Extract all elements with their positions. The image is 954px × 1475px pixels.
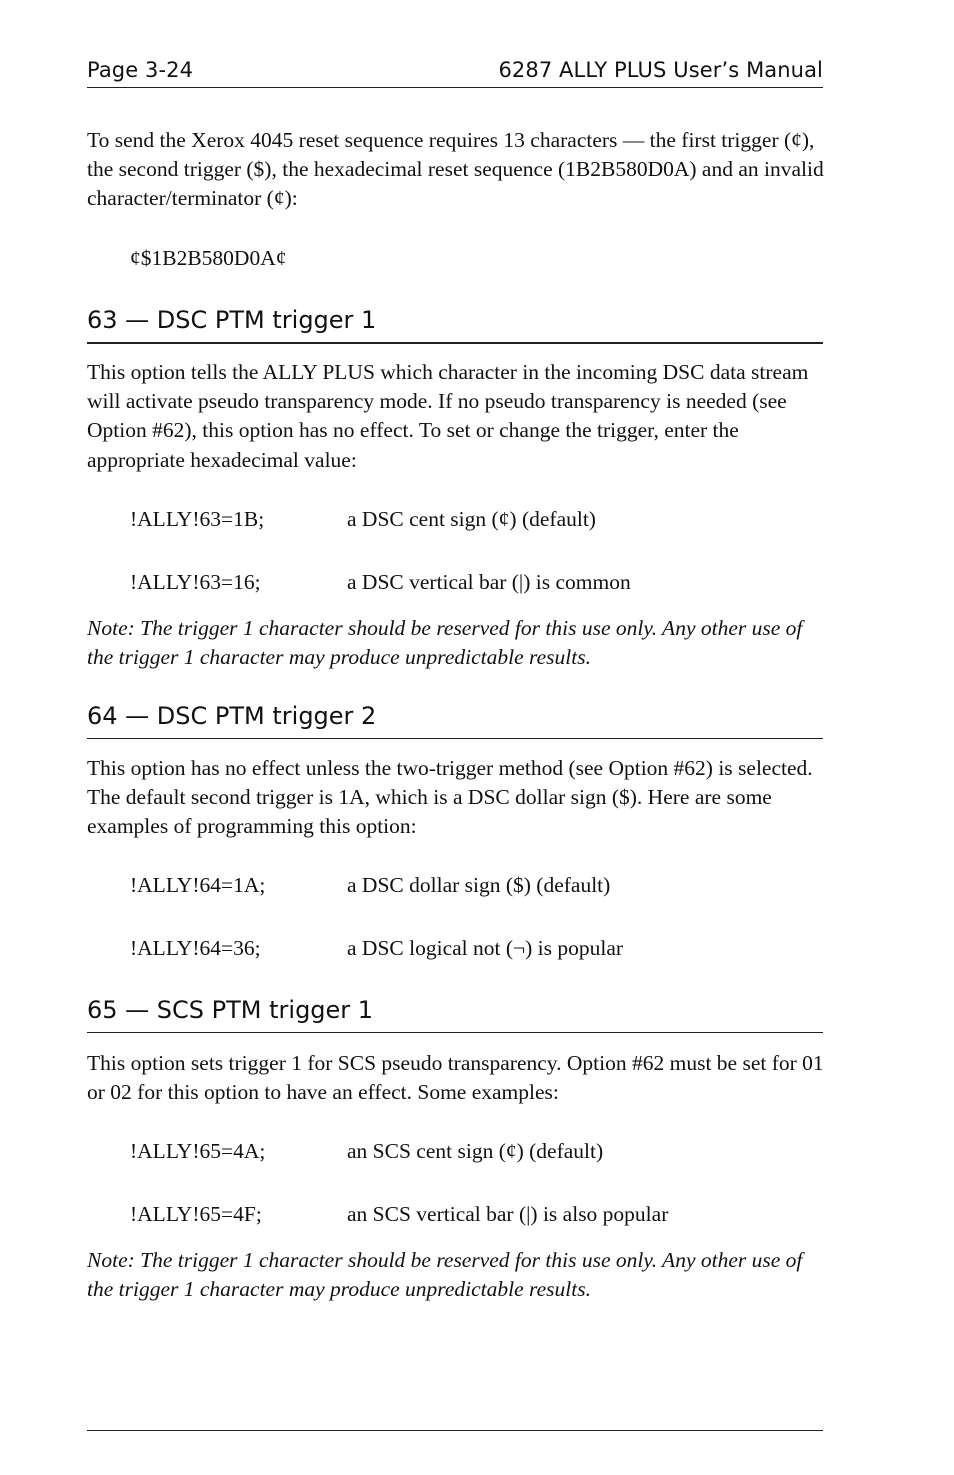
example-description: a DSC cent sign (¢) (default) [347, 507, 596, 531]
section-heading-64-text: 64 — DSC PTM trigger 2 [87, 702, 377, 730]
section-65-paragraph: This option sets trigger 1 for SCS pseudo transparency. Option #62 must be set for 01 or 02 for this option to have an effect. Some examples: [87, 1051, 824, 1105]
intro-paragraph: To send the Xerox 4045 reset sequence requires 13 characters — the first trigger (¢), the second trigger ($), the hexadecimal reset sequence (1B2B580D0A) and an invalid character/terminator (¢): [87, 128, 824, 211]
manual-title: 6287 ALLY PLUS User’s Manual [498, 58, 823, 82]
section-63-note: Note: The trigger 1 character should be reserved for this use only. Any other use of the trigger 1 character may produce unpredictable results. [87, 616, 803, 669]
section-heading-64 [87, 702, 823, 739]
example-command: !ALLY!63=1B; [130, 507, 265, 531]
section-heading-65-text: 65 — SCS PTM trigger 1 [87, 996, 374, 1024]
example-command: !ALLY!65=4A; [130, 1139, 266, 1163]
section-65-note: Note: The trigger 1 character should be reserved for this use only. Any other use of the trigger 1 character may produce unpredictable results. [87, 1248, 803, 1301]
example-description: a DSC logical not (¬) is popular [347, 936, 624, 960]
example-description: a DSC dollar sign ($) (default) [347, 873, 611, 897]
example-command: !ALLY!63=16; [130, 570, 261, 594]
example-description: an SCS cent sign (¢) (default) [347, 1139, 604, 1163]
footer-divider [87, 1430, 823, 1431]
section-63-paragraph: This option tells the ALLY PLUS which character in the incoming DSC data stream will activate pseudo transparency mode. If no pseudo transparency is needed (see Option #62), this option has no effect. To set or change the trigger, enter the appropriate hexadecimal value: [87, 360, 809, 472]
page-header [87, 56, 823, 88]
section-64-paragraph: This option has no effect unless the two-trigger method (see Option #62) is selected. The default second trigger is 1A, which is a DSC dollar sign ($). Here are some examples of programming this option: [87, 756, 813, 839]
section-heading-65 [87, 996, 823, 1033]
section-heading-63-text: 63 — DSC PTM trigger 1 [87, 306, 377, 334]
page-number: Page 3-24 [87, 58, 194, 82]
example-description: a DSC vertical bar (|) is common [347, 570, 631, 594]
reset-sequence-example: ¢$1B2B580D0A¢ [130, 246, 287, 270]
example-description: an SCS vertical bar (|) is also popular [347, 1202, 669, 1226]
example-command: !ALLY!64=36; [130, 936, 261, 960]
example-command: !ALLY!64=1A; [130, 873, 266, 897]
section-heading-63 [87, 306, 823, 344]
example-command: !ALLY!65=4F; [130, 1202, 262, 1226]
